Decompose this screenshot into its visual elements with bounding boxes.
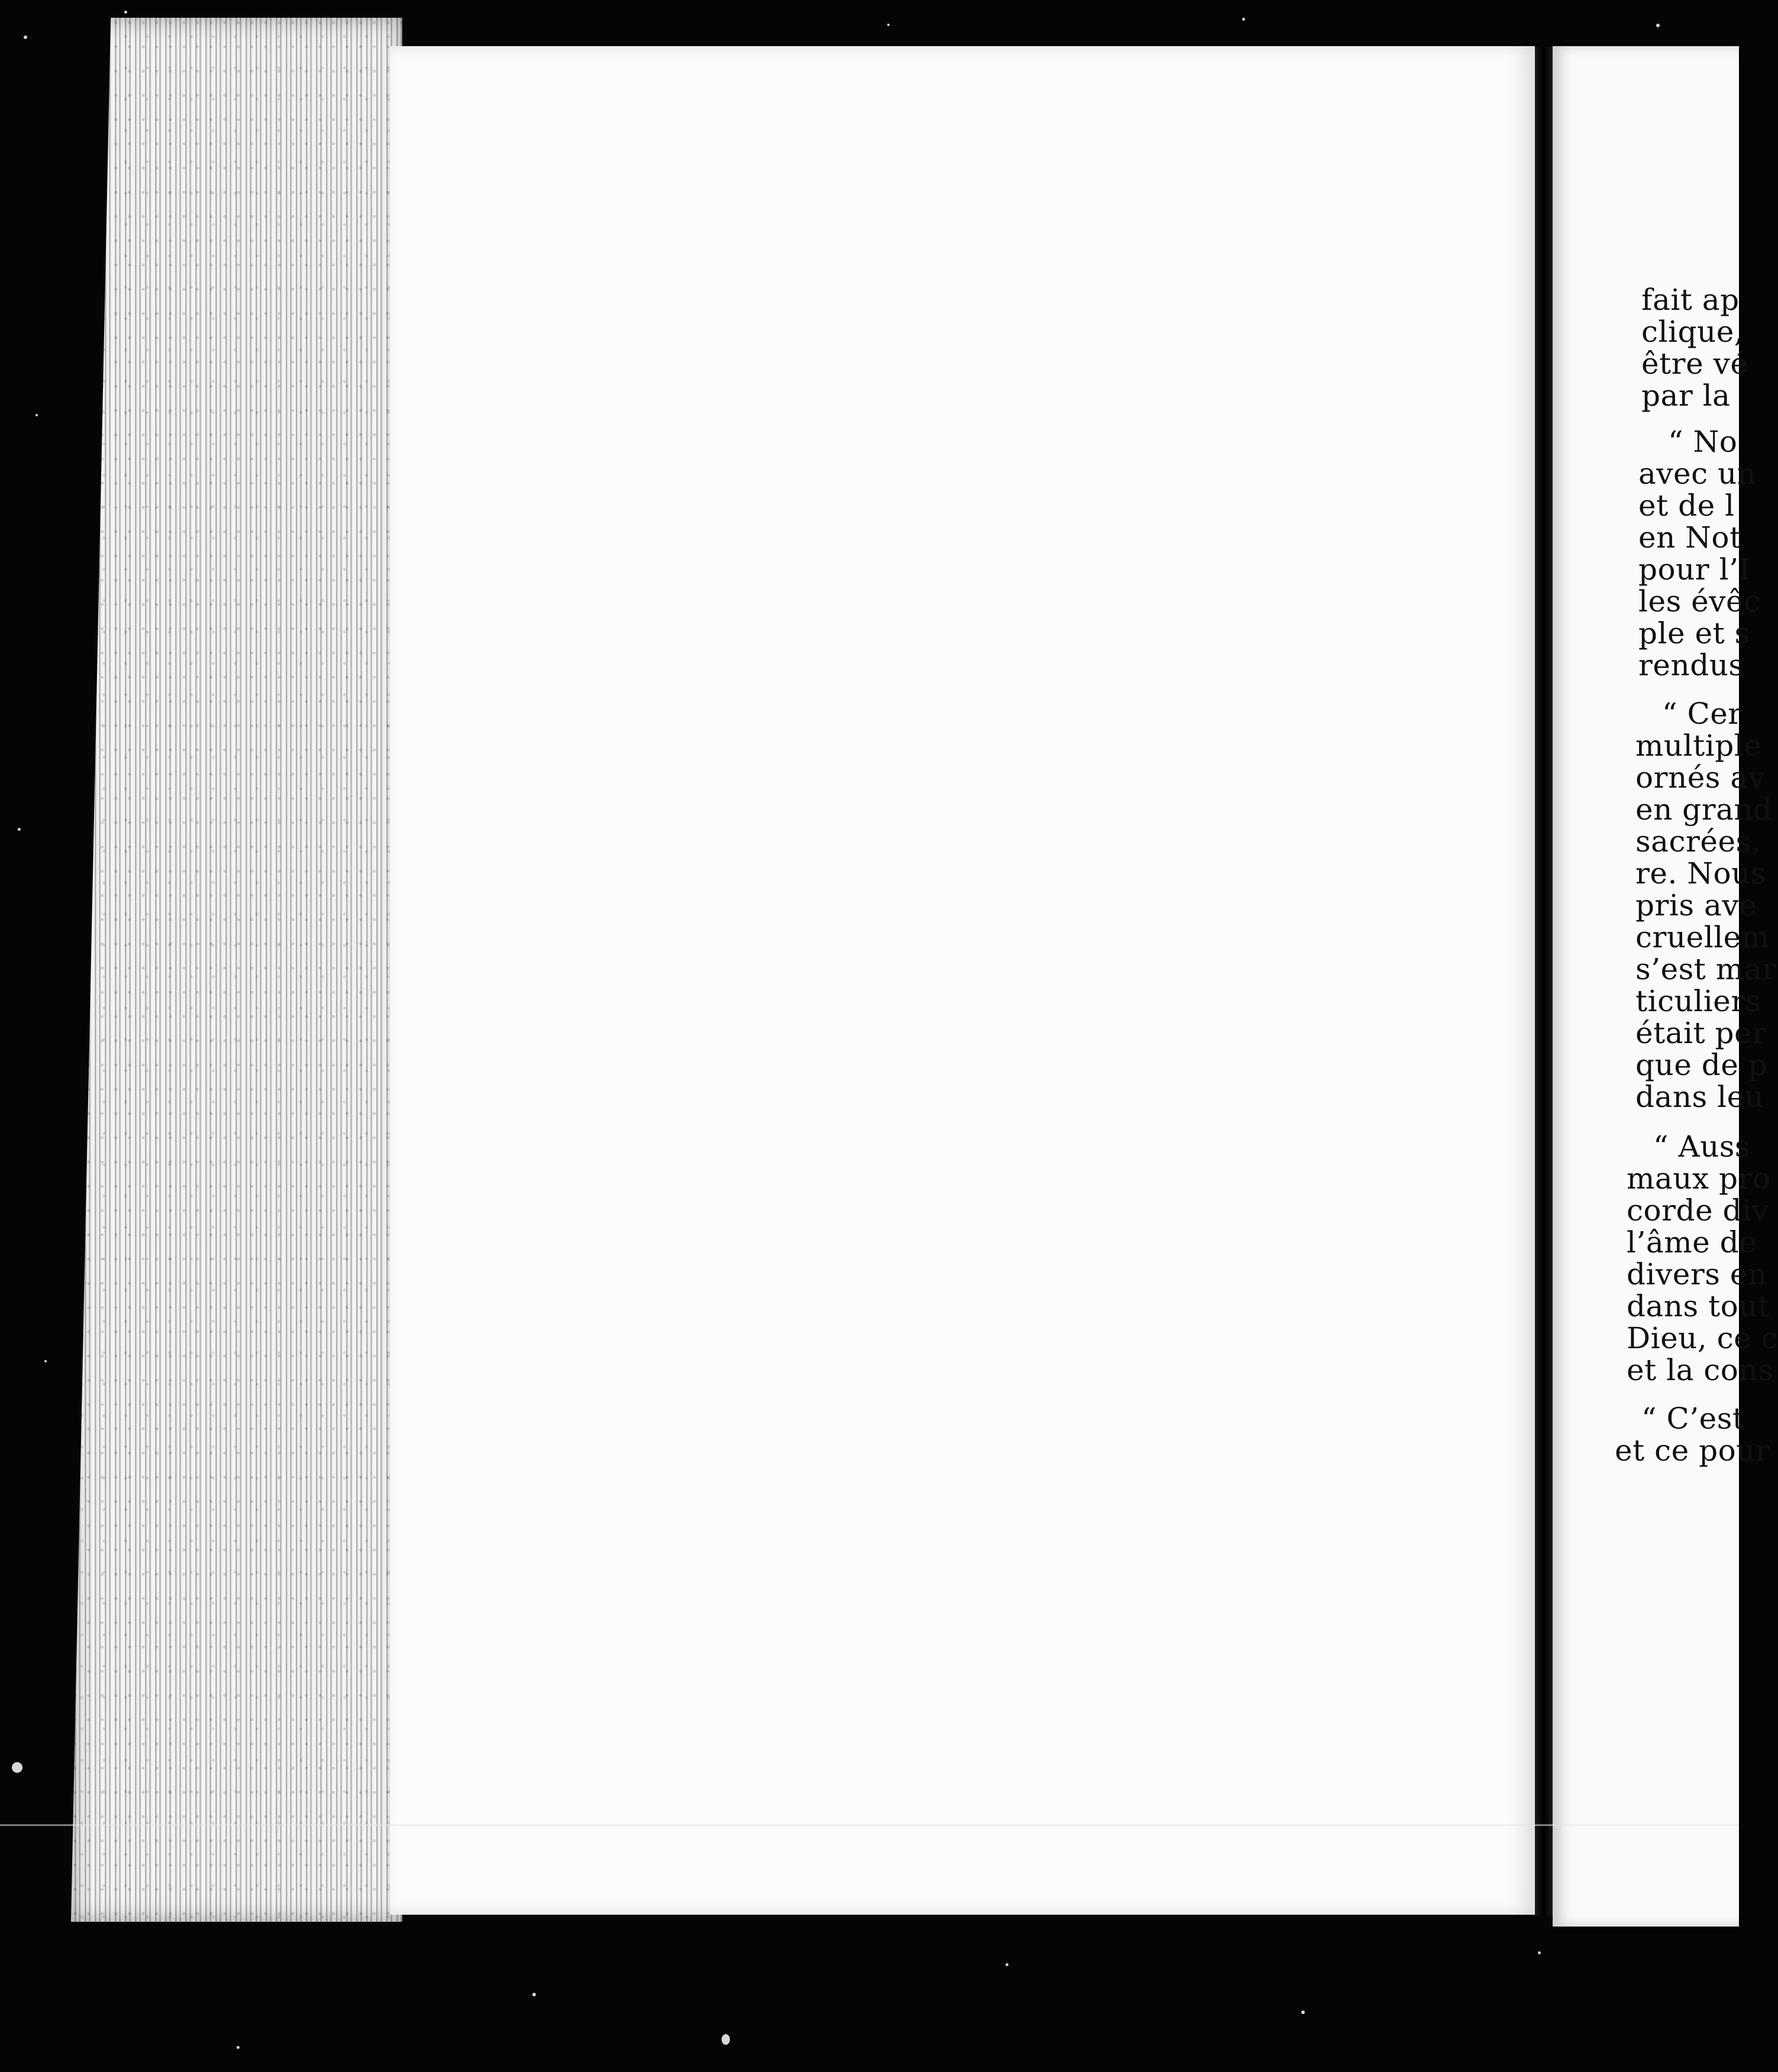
text-line: “ C’est [1641, 1401, 1745, 1436]
dust-speck [44, 1360, 47, 1362]
dust-speck [12, 1762, 22, 1773]
dust-speck [1301, 2011, 1305, 2014]
text-line: et la cons [1627, 1353, 1774, 1387]
dust-speck [1538, 1951, 1541, 1954]
dust-speck [722, 2034, 730, 2045]
text-line: maux pro [1627, 1161, 1771, 1196]
right-text-page [1553, 46, 1778, 1927]
text-line: divers en [1627, 1257, 1767, 1291]
text-line: l’âme de [1627, 1225, 1757, 1260]
dust-speck [124, 11, 127, 14]
dust-speck [1656, 24, 1660, 27]
text-line: Dieu, ce c [1627, 1321, 1778, 1355]
text-line: en grand [1635, 792, 1773, 827]
text-line: pour l’I [1638, 552, 1751, 587]
dust-speck [237, 2046, 240, 2049]
dust-speck [887, 24, 890, 26]
text-line: corde div [1627, 1193, 1769, 1228]
dust-speck [24, 35, 27, 39]
text-line: multiple [1635, 729, 1762, 763]
text-line: “ Auss [1653, 1129, 1751, 1164]
book-gutter [1535, 47, 1553, 1916]
text-line: ticuliers [1635, 984, 1761, 1018]
text-line: dans tout [1627, 1289, 1770, 1323]
text-line: par la [1641, 378, 1731, 413]
text-line: re. Nous [1635, 856, 1766, 891]
text-line: et de l [1638, 488, 1735, 523]
text-line: que de p [1635, 1048, 1768, 1082]
text-line: ple et s [1638, 616, 1750, 650]
text-line: “ Cer [1662, 697, 1743, 731]
dust-speck [532, 1993, 536, 1996]
text-line: s’est mar [1635, 952, 1777, 986]
text-line: “ No [1668, 425, 1738, 459]
dust-speck [18, 828, 21, 831]
text-line: rendus [1638, 648, 1744, 682]
text-line: clique, [1641, 315, 1744, 349]
text-line: ornés av [1635, 760, 1766, 795]
text-line: avec un [1638, 457, 1757, 491]
dust-speck [35, 414, 38, 416]
text-line: cruellem [1635, 920, 1770, 954]
text-line: les évêc [1638, 584, 1761, 619]
dust-speck [1006, 1963, 1008, 1966]
text-line: en Not [1638, 520, 1742, 555]
text-line: fait ap [1641, 283, 1740, 317]
text-line: était per [1635, 1016, 1767, 1050]
text-line: dans leu [1635, 1080, 1764, 1114]
text-line: être vé [1641, 347, 1748, 381]
text-line: pris ave [1635, 888, 1757, 922]
blank-left-page [390, 46, 1535, 1915]
text-line: et ce pour [1615, 1433, 1770, 1468]
text-line: sacrées, [1635, 824, 1761, 859]
page-edges [71, 18, 402, 1922]
scan-artifact-line [0, 1824, 1739, 1826]
dust-speck [1242, 18, 1245, 21]
